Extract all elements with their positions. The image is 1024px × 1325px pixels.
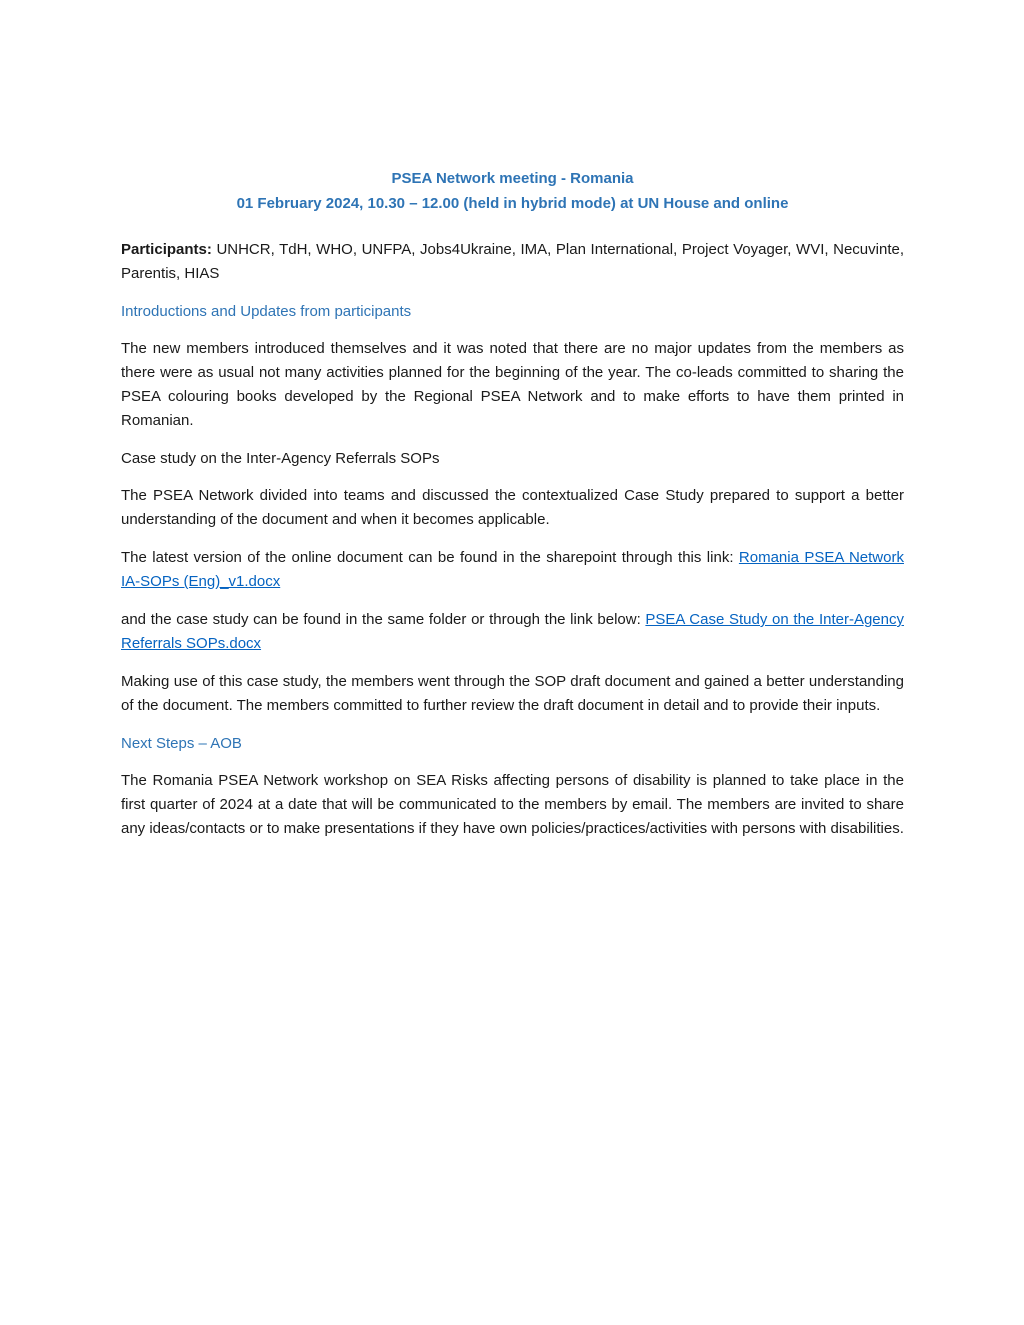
participants-paragraph: [121, 238, 904, 286]
section-heading-introductions: Introductions and Updates from participants: [121, 303, 412, 320]
section-heading-next-steps: Next Steps – AOB: [121, 735, 242, 752]
case-study-paragraph-3: [121, 608, 904, 656]
case-study-paragraph-1: The PSEA Network divided into teams and discussed the contextualized Case Study prepared to support a better understanding of the document and when it becomes applicable.: [121, 487, 904, 528]
participants-label: Participants:: [121, 241, 212, 258]
document-page: [121, 166, 904, 855]
section-heading-case-study: Case study on the Inter-Agency Referrals SOPs: [121, 450, 440, 467]
title-line-2: 01 February 2024, 10.30 – 12.00 (held in hybrid mode) at UN House and online: [236, 195, 789, 212]
introductions-paragraph: The new members introduced themselves and it was noted that there are no major updates from the members as there were as usual not many activities planned for the beginning of the year. The co-leads committed to sharing the PSEA colouring books developed by the Regional PSEA Network and to make efforts to have them printed in Romanian.: [121, 340, 904, 429]
sharepoint-text: The latest version of the online document can be found in the sharepoint through this link:: [121, 549, 739, 566]
case-study-paragraph-4: Making use of this case study, the members went through the SOP draft document and gained a better understanding of the document. The members committed to further review the draft document in detail and to provide their inputs.: [121, 673, 904, 714]
participants-list: UNHCR, TdH, WHO, UNFPA, Jobs4Ukraine, IMA, Plan International, Project Voyager, WVI, Necuvinte, Parentis, HIAS: [121, 241, 904, 282]
next-steps-paragraph: The Romania PSEA Network workshop on SEA Risks affecting persons of disability is planned to take place in the first quarter of 2024 at a date that will be communicated to the members by email. The members are invited to share any ideas/contacts or to make presentations if they have own policies/practices/activities with persons with disabilities.: [121, 772, 904, 837]
case-study-document-link[interactable]: PSEA Case Study on the Inter-Agency Referrals SOPs.docx: [121, 611, 904, 652]
case-study-folder-text: and the case study can be found in the same folder or through the link below:: [121, 611, 646, 628]
document-title: [121, 166, 904, 216]
ia-sops-document-link[interactable]: Romania PSEA Network IA-SOPs (Eng)_v1.docx: [121, 549, 904, 590]
case-study-paragraph-2: [121, 546, 904, 594]
title-line-1: PSEA Network meeting - Romania: [391, 170, 634, 187]
